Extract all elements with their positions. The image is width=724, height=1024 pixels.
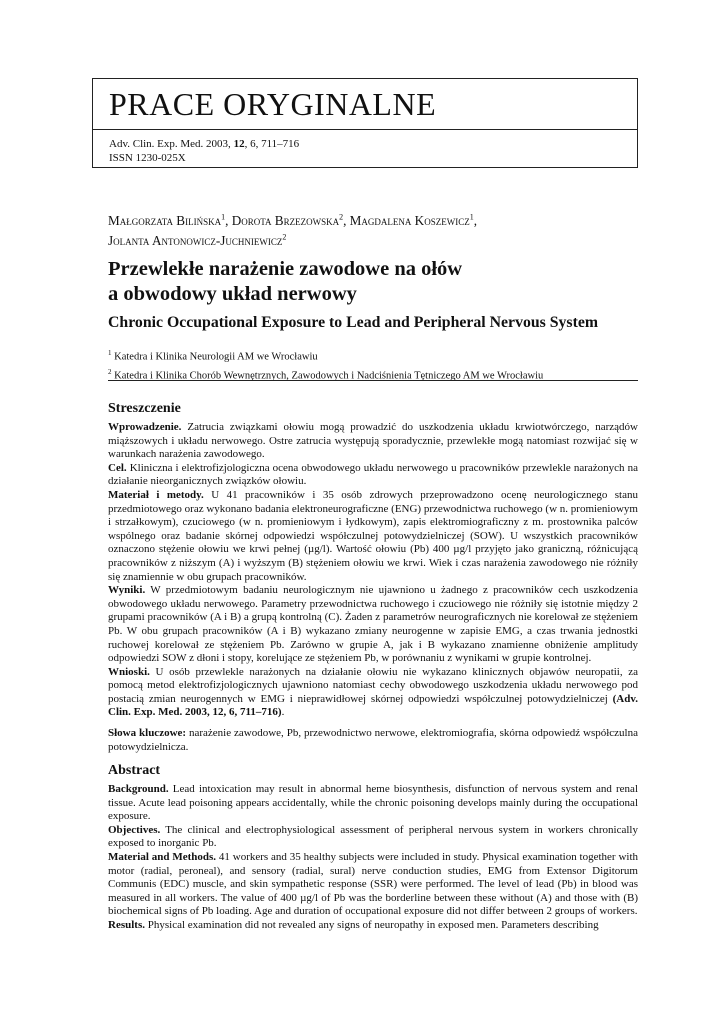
journal-issn: ISSN 1230-025X <box>109 152 186 164</box>
abstract-paragraph: Background. Lead intoxication may result in abnormal heme biosynthesis, disfunction of nervous system and renal tissue. Acute lead poisoning appears accidentally, while the chronic poisoning develops mainly during the occupational exposure. <box>108 783 638 823</box>
author: Dorota Brzezowska$^2$, <box>231 213 350 229</box>
abstract-heading: Abstract <box>108 763 161 778</box>
citation: (Adv. Clin. Exp. Med. 2003, 12, 6, 711–716) <box>108 692 639 719</box>
affiliation: $^2$ Katedra i Klinika Chorób Wewnętrznych, Zawodowych i Nadciśnienia Tętniczego AM we Wrocławiu <box>108 367 544 381</box>
author: Jolanta Antonowicz-Juchniewicz$^2$ <box>108 232 287 248</box>
affiliation: $^1$ Katedra i Klinika Neurologii AM we Wrocławiu <box>108 349 318 363</box>
keywords: Słowa kluczowe: narażenie zawodowe, Pb, przewodnictwo nerwowe, elektromiografia, skórna odpowiedź współczulna potowydzielnicza. <box>108 727 638 753</box>
author: Magdalena Koszewicz$^1$, <box>349 213 477 229</box>
journal-header-box <box>92 78 638 168</box>
article-title-polish: Przewlekłe narażenie zawodowe na ołów a obwodowy układ nerwowy <box>108 258 463 305</box>
abstract-paragraph: Wnioski. U osób przewlekle narażonych na działanie ołowiu nie wykazano klinicznych objawów neuropatii, za pomocą metod elektrofizjologicznych ujawniono natomiast cechy obwodowego uszkodzenia układu nerwowego pod postacią zmian neurogennych w EMG i nieprawidłowej skórnej odpowiedzi współczulnej potowydzielniczej (Adv. Clin. Exp. Med. 2003, 12, 6, 711–716). <box>108 665 639 719</box>
streszczenie-heading: Streszczenie <box>108 401 181 416</box>
abstract-paragraph: Material and Methods. 41 workers and 35 healthy subjects were included in study. Physical examination together with motor (radial, peroneal), and sensory (radial, sural) nerve conduction studies, EMG from Extensor Digitorum Communis (EDC) muscle, and skin sympathetic response (SSR) were performed. The level of lead (Pb) in blood was measured in all workers. The value of 400 µg/l of Pb was the borderline between these without (A) and those with (B) biochemical signs of Pb loading. Age and duration of occupational exposure did not differ between 2 groups of workers. <box>108 850 638 918</box>
section-category-title: PRACE ORYGINALNE <box>93 79 637 130</box>
abstract-body <box>108 783 638 933</box>
affiliations <box>108 346 638 383</box>
abstract-paragraph: Wyniki. W przedmiotowym badaniu neurologicznym nie ujawniono u żadnego z pracowników cech uszkodzenia obwodowego układu nerwowego. Parametry przewodnictwa ruchowego i czuciowego nie różniły się istotnie między 2 grupami pracowników (A i B) a grupą kontrolną (C). Żaden z parametrów neurograficznych nie korelował ze stężeniem Pb. W obu grupach pracowników (A i B) wykazano zmiany neurogenne w zapisie EMG, a czas trwania jednostki ruchowej korelował ze stężeniem Pb. Zarówno w grupie A, jak i B wykazano znamienne obniżenie amplitudy odpowiedzi SOW z dłoni i stopy, korelujące ze stężeniem Pb, w porównaniu z wynikami w grupie kontrolnej. <box>108 584 638 665</box>
abstract-paragraph: Objectives. The clinical and electrophysiological assessment of peripheral nervous system in workers chronically exposed to inorganic Pb. <box>108 823 638 850</box>
journal-meta <box>109 137 299 165</box>
abstract-paragraph: Wprowadzenie. Zatrucia związkami ołowiu mogą prowadzić do uszkodzenia układu krwiotwórczego, narządów miąższowych i układu nerwowego. Ostre zatrucia występują sporadycznie, przewlekłe mogą natomiast rozwijać się w warunkach narażenia zawodowego. <box>108 421 638 461</box>
spacer <box>108 720 638 727</box>
author: Małgorzata Bilińska$^1$, <box>108 213 232 229</box>
author-list <box>108 210 638 249</box>
streszczenie-body <box>108 421 638 754</box>
journal-citation: Adv. Clin. Exp. Med. 2003, 12, 6, 711–716 <box>109 138 300 150</box>
abstract-paragraph: Cel. Kliniczna i elektrofizjologiczna ocena obwodowego układu nerwowego u pracowników przewlekle narażonych na działanie nieorganicznych związków ołowiu. <box>108 461 638 488</box>
divider <box>108 380 638 381</box>
article-title-english: Chronic Occupational Exposure to Lead and Peripheral Nervous System <box>108 314 599 331</box>
abstract-paragraph: Results. Physical examination did not revealed any signs of neuropathy in exposed men. Parameters describing <box>108 918 599 931</box>
abstract-paragraph: Materiał i metody. U 41 pracowników i 35 osób zdrowych przeprowadzono ocenę neurologicznego stanu przedmiotowego oraz wykonano badania elektroneurograficzne (ENG) przewodnictwa ruchowego (w n. promieniowym i strzałkowym), czuciowego (w n. promieniowym i łydkowym), zapis elektromiograficzny z m. prostownika palców wspólnego oraz badanie skórnej odpowiedzi współczulnej potowydzielniczej (SOW). U wszystkich pracowników oznaczono stężenie ołowiu we krwi pełnej (µg/l). Wartość ołowiu (Pb) 400 µg/l przyjęto jako graniczną, różnicującą pracowników z niższym (A) i wyższym (B) stężeniem ołowiu we krwi. Wiek i czas narażenia zawodowego nie różniły się znamiennie w obu grupach pracowników. <box>108 488 639 583</box>
